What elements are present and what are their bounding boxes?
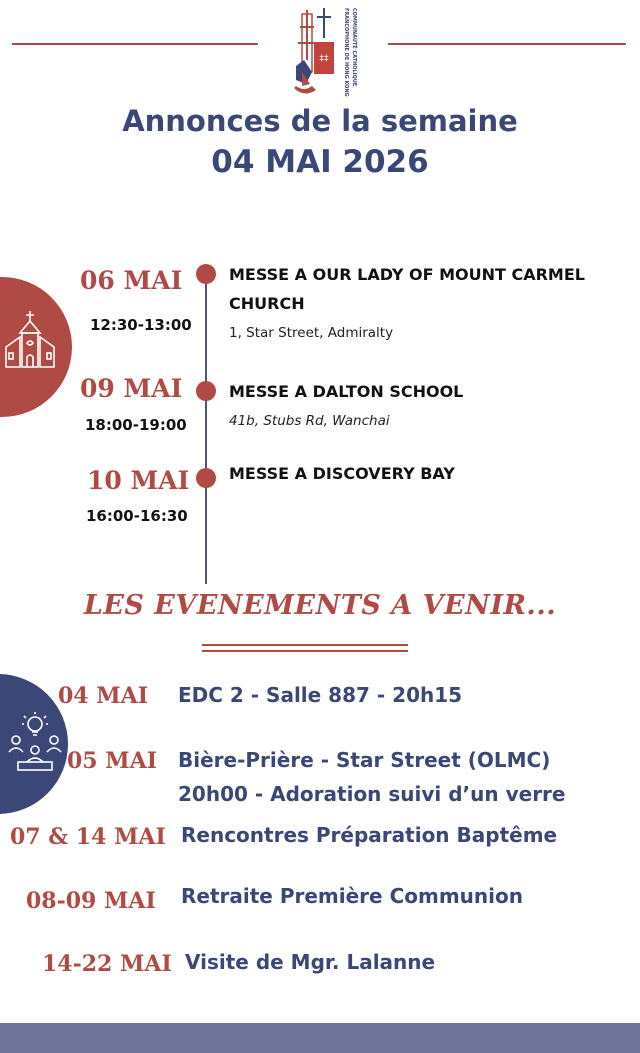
svg-text:‡‡: ‡‡	[319, 54, 329, 64]
community-logo	[292, 6, 362, 102]
timeline-dot	[196, 264, 216, 284]
page-title: Annonces de la semaine	[122, 104, 518, 138]
mass-time: 12:30-13:00	[90, 316, 192, 334]
mass-date: 10 MAI	[87, 466, 190, 495]
logo-text-line1: COMMUNAUTÉ CATHOLIQUE	[351, 8, 357, 87]
event-text: Bière-Prière - Star Street (OLMC)	[178, 748, 551, 772]
mass-title-line1: MESSE A OUR LADY OF MOUNT CARMEL	[229, 265, 585, 284]
events-underline-1	[202, 644, 408, 646]
event-text: Rencontres Préparation Baptême	[181, 823, 558, 847]
events-underline-2	[202, 650, 408, 652]
event-date: 07 & 14 MAI	[10, 824, 166, 850]
logo-text	[342, 8, 358, 100]
event-text: Retraite Première Communion	[181, 884, 523, 908]
event-date: 14-22 MAI	[42, 951, 172, 977]
mass-date: 09 MAI	[80, 374, 183, 403]
mass-title-line2: CHURCH	[229, 294, 305, 313]
mass-timeline	[205, 272, 207, 584]
mass-title: MESSE A DALTON SCHOOL	[229, 382, 464, 401]
mass-date: 06 MAI	[80, 266, 183, 295]
mass-time: 16:00-16:30	[86, 507, 188, 525]
church-icon	[0, 307, 62, 371]
event-text: Visite de Mgr. Lalanne	[185, 950, 436, 974]
page-date: 04 MAI 2026	[211, 144, 429, 180]
community-idea-icon	[6, 710, 64, 772]
logo-text-line2: FRANCOPHONE DE HONG KONG	[343, 8, 349, 97]
mass-title	[229, 260, 634, 318]
event-date: 08-09 MAI	[26, 888, 156, 914]
mass-title: MESSE A DISCOVERY BAY	[229, 464, 455, 483]
event-text-line2: 20h00 - Adoration suivi d’un verre	[178, 782, 566, 806]
header-line-left	[12, 43, 258, 45]
mass-address: 41b, Stubs Rd, Wanchai	[229, 413, 390, 429]
event-text: EDC 2 - Salle 887 - 20h15	[178, 683, 463, 707]
mass-section-circle	[0, 277, 72, 417]
event-date: 04 MAI	[58, 683, 148, 709]
header-line-right	[388, 43, 626, 45]
events-heading: LES EVENEMENTS A VENIR...	[83, 590, 557, 621]
footer-band	[0, 1023, 640, 1053]
mass-time: 18:00-19:00	[85, 416, 187, 434]
event-date: 05 MAI	[67, 748, 157, 774]
timeline-dot	[196, 468, 216, 488]
mass-address: 1, Star Street, Admiralty	[229, 325, 394, 341]
timeline-dot	[196, 381, 216, 401]
